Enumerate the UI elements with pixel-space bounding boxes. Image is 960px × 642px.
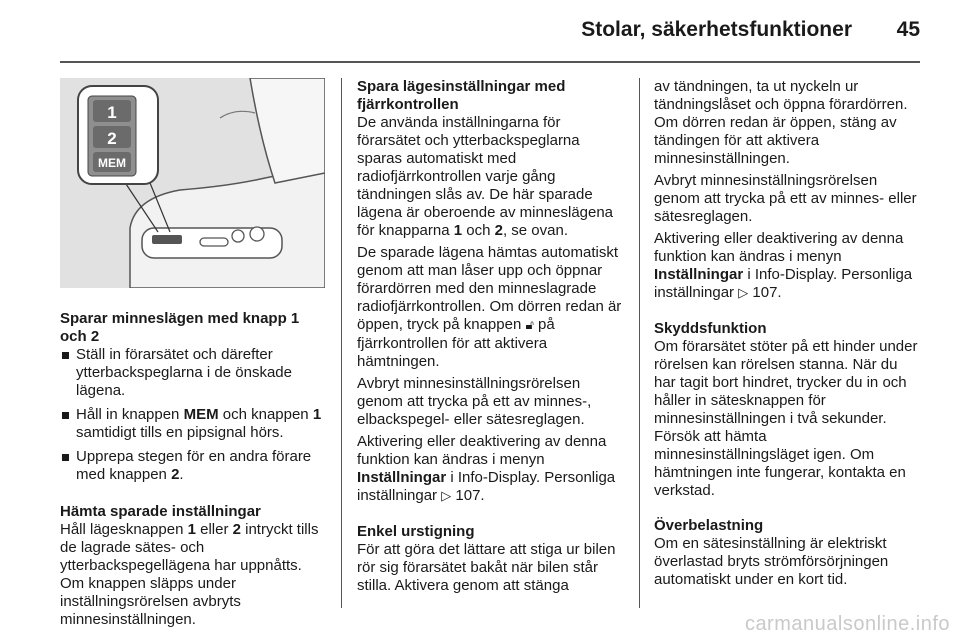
heading-easy-exit: Enkel urstigning — [357, 523, 475, 540]
heading-overload: Överbelastning — [654, 517, 764, 534]
paragraph: För att göra det lättare att stiga ur bilen rör sig förarsätet bakåt när bilen står stilla. Aktivera genom att stänga — [357, 541, 616, 594]
header-rule — [60, 61, 920, 63]
mem-button-label: MEM — [98, 156, 126, 170]
list-item: Upprepa stegen för en andra förare med knappen 2. — [60, 448, 325, 484]
page-reference-icon: ▷ — [441, 489, 452, 504]
column-2 — [357, 78, 624, 599]
list-item: Ställ in förarsätet och därefter ytterbackspeglarna i de önskade lägena. — [60, 346, 325, 400]
page-title: Stolar, säkerhetsfunktioner — [581, 18, 852, 41]
list-item: Håll in knappen MEM och knappen 1 samtidigt tills en pipsignal hörs. — [60, 406, 325, 442]
heading-save-memory: Sparar minneslägen med knapp 1 och 2 — [60, 310, 300, 345]
memory-button-2-label: 2 — [107, 129, 117, 148]
unlock-icon: 🔓︎ — [525, 318, 534, 333]
heading-remote-save: Spara lägesinställningar med fjärrkontrollen — [357, 78, 566, 113]
paragraph: Aktivering eller deaktivering av denna funktion kan ändras i menyn Inställningar i Info-Display. Personliga inställningar ▷ 107. — [357, 433, 616, 504]
paragraph: av tändningen, ta ut nyckeln ur tändningslåset och öppna förardörren. Om dörren redan är öppen, stäng av tändingen för att aktivera minnesinställningen. — [654, 78, 908, 167]
paragraph: De använda inställningarna för förarsätet och ytterbackspeglarna sparas automatiskt med radiofjärrkontrollen varje gång tändningen slås av. De här sparade lägena är oberoende av minneslägena för knapparna 1 och 2, se ovan. — [357, 114, 614, 239]
paragraph: Avbryt minnesinställningsrörelsen genom att trycka på ett av minnes- eller sätesreglagen. — [654, 172, 917, 225]
paragraph: Håll lägesknappen 1 eller 2 intryckt tills de lagrade sätes- och ytterbackspegellägena har uppnåtts. Om knappen släpps under inställningsrörelsen avbryts minnesinställningen. — [60, 521, 319, 628]
paragraph: De sparade lägena hämtas automatiskt genom att man låser upp och öppnar förardörren med den minneslagrade radiofjärrkontrollen. Om dörren redan är öppen, tryck på knappen 🔓︎ på fjärrkontrollen för att aktivera hämtningen. — [357, 244, 622, 370]
paragraph: Aktivering eller deaktivering av denna funktion kan ändras i menyn Inställningar i Info-Display. Personliga inställningar ▷ 107. — [654, 230, 913, 301]
seat-memory-buttons-illustration — [60, 78, 325, 288]
seat-illustration — [60, 78, 325, 288]
page-number: 45 — [896, 18, 920, 41]
heading-protection: Skyddsfunktion — [654, 320, 767, 337]
heading-retrieve-settings: Hämta sparade inställningar — [60, 503, 261, 520]
column-3 — [654, 78, 920, 593]
paragraph: Om förarsätet stöter på ett hinder under rörelsen kan rörelsen stanna. När du har tagit bort hindret, trycker du in och håller in sätesknappen för minnesinställningen i två sekunder. Försök att hämta minnesinställningsläget igen. Om hämtningen inte fungerar, kontakta en verkstad. — [654, 338, 918, 499]
page-header — [60, 0, 920, 62]
memory-button-1-label: 1 — [107, 103, 117, 122]
paragraph: Avbryt minnesinställningsrörelsen genom att trycka på ett av minnes-, elbackspegel- eller sätesreglagen. — [357, 375, 592, 428]
watermark: carmanualsonline.info — [744, 613, 950, 635]
paragraph: Om en sätesinställning är elektriskt överlastad bryts strömförsörjningen automatiskt under en kort tid. — [654, 535, 889, 588]
column-divider — [341, 78, 342, 608]
column-divider — [639, 78, 640, 608]
page-reference-icon: ▷ — [738, 286, 749, 301]
column-1 — [60, 310, 325, 633]
